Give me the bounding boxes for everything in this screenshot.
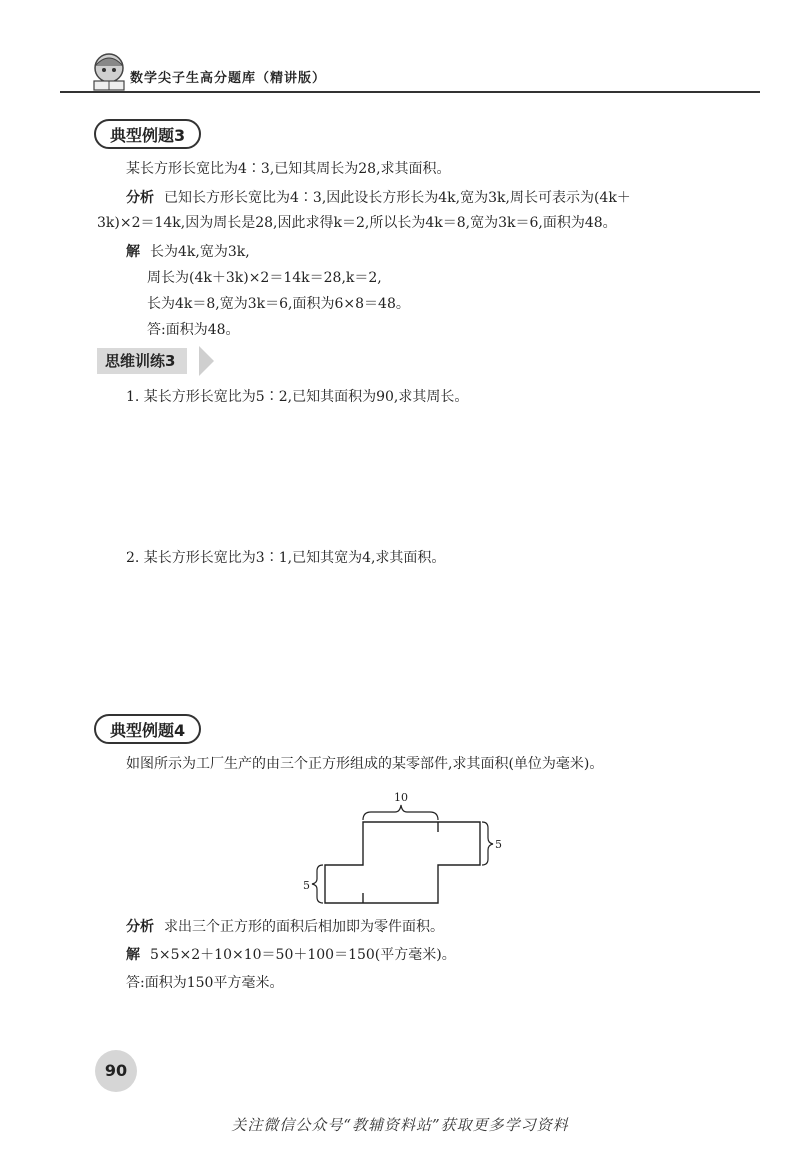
training3-tag: 思维训练3 bbox=[97, 348, 187, 374]
training3-question2: 2. 某长方形长宽比为3∶1,已知其宽为4,求其面积。 bbox=[126, 550, 446, 566]
example4-answer: 答:面积为150平方毫米。 bbox=[126, 975, 284, 991]
analysis-text: 求出三个正方形的面积后相加即为零件面积。 bbox=[164, 919, 444, 935]
analysis-text: 已知长方形长宽比为4∶3,因此设长方形长为4k,宽为3k,周长可表示为(4k＋ bbox=[164, 190, 631, 206]
figure-left-brace bbox=[312, 865, 323, 903]
header-divider bbox=[60, 91, 760, 93]
example3-analysis-line2: 3k)×2＝14k,因为周长是28,因此求得k＝2,所以长为4k＝8,宽为3k＝6,面积为48。 bbox=[97, 215, 617, 231]
figure-top-brace bbox=[363, 805, 438, 820]
solution-label: 解 bbox=[126, 244, 140, 260]
example3-solution-line2: 周长为(4k＋3k)×2＝14k＝28,k＝2, bbox=[147, 270, 382, 286]
figure-right-brace bbox=[482, 822, 493, 865]
figure-outline bbox=[325, 822, 480, 903]
example4-analysis bbox=[126, 918, 444, 936]
solution-text: 5×5×2＋10×10＝50＋100＝150(平方毫米)。 bbox=[150, 947, 456, 963]
solution-text: 长为4k,宽为3k, bbox=[150, 244, 250, 260]
training3-question1: 1. 某长方形长宽比为5∶2,已知其面积为90,求其周长。 bbox=[126, 389, 469, 405]
mascot-logo bbox=[86, 48, 132, 94]
footer-note: 关注微信公众号“教辅资料站”获取更多学习资料 bbox=[231, 1116, 569, 1134]
figure-label-right: 5 bbox=[495, 838, 502, 851]
book-title: 数学尖子生高分题库（精讲版） bbox=[130, 71, 327, 86]
analysis-label: 分析 bbox=[126, 919, 154, 935]
example3-analysis-line1 bbox=[126, 189, 631, 207]
example4-problem: 如图所示为工厂生产的由三个正方形组成的某零部件,求其面积(单位为毫米)。 bbox=[126, 756, 604, 772]
training3-arrow bbox=[199, 346, 214, 376]
analysis-label: 分析 bbox=[126, 190, 154, 206]
example3-solution-line3: 长为4k＝8,宽为3k＝6,面积为6×8＝48。 bbox=[147, 296, 410, 312]
figure-label-left: 5 bbox=[303, 879, 310, 892]
example3-problem: 某长方形长宽比为4∶3,已知其周长为28,求其面积。 bbox=[126, 161, 451, 177]
example4-solution bbox=[126, 946, 456, 964]
example3-solution-line1 bbox=[126, 243, 250, 261]
example3-badge: 典型例题3 bbox=[94, 119, 201, 149]
page-number: 90 bbox=[95, 1050, 137, 1092]
example3-answer: 答:面积为48。 bbox=[147, 322, 240, 338]
example4-badge: 典型例题4 bbox=[94, 714, 201, 744]
three-squares-figure bbox=[295, 785, 515, 910]
solution-label: 解 bbox=[126, 947, 140, 963]
figure-label-top: 10 bbox=[394, 791, 408, 804]
